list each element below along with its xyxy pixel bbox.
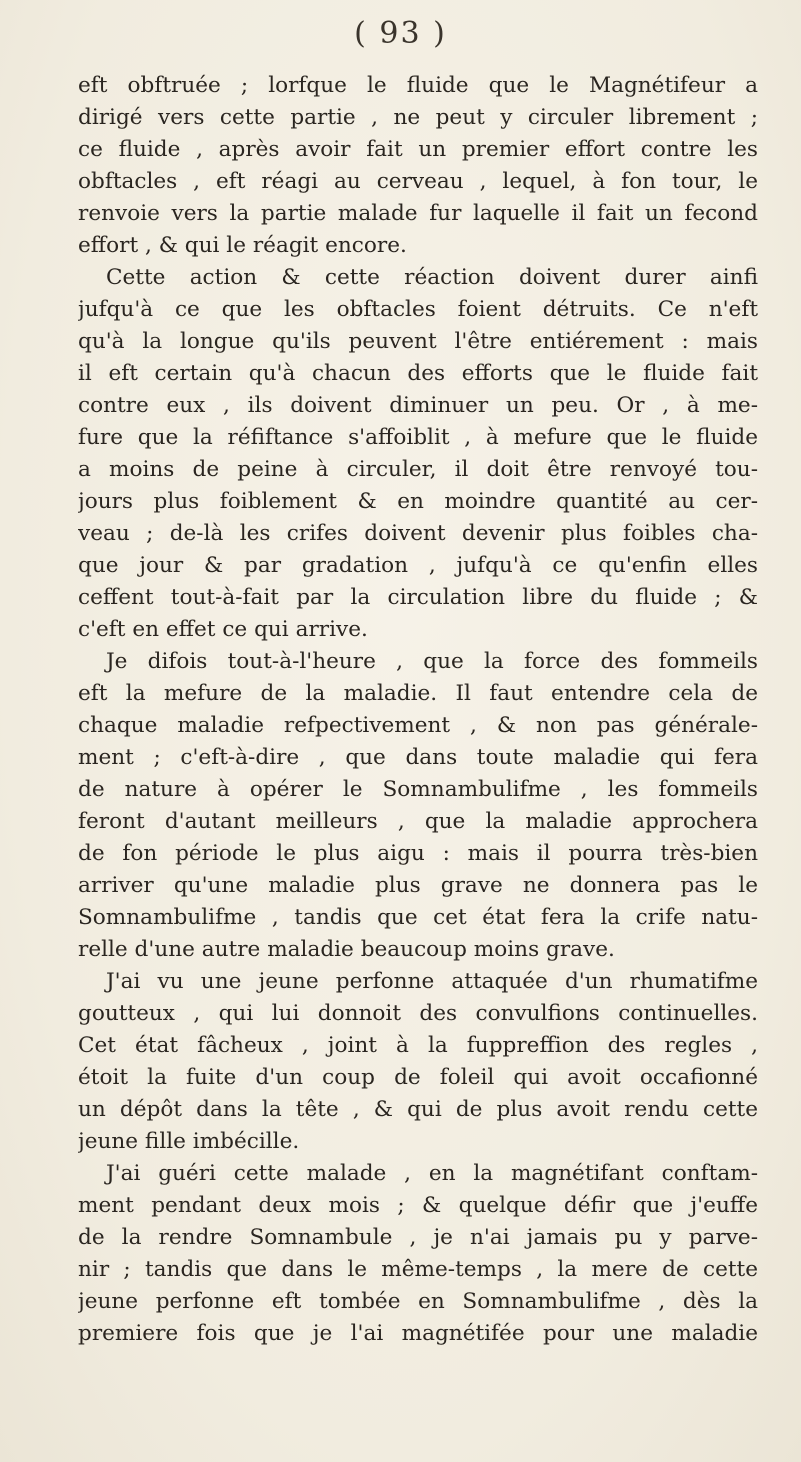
text-line: qu'à la longue qu'ils peuvent l'être entiérement : mais xyxy=(78,329,758,354)
text-line: relle d'une autre maladie beaucoup moins grave. xyxy=(78,937,615,962)
text-line: chaque maladie refpectivement , & non pas générale- xyxy=(78,713,758,738)
text-line: nir ; tandis que dans le même-temps , la mere de cette xyxy=(78,1257,758,1282)
text-line: premiere fois que je l'ai magnétifée pour une maladie xyxy=(78,1321,758,1346)
text-line: ce fluide , après avoir fait un premier effort contre les xyxy=(78,137,758,162)
page-number-header: ( 93 ) xyxy=(354,16,447,51)
text-line: obftacles , eft réagi au cerveau , lequel, à fon tour, le xyxy=(78,169,758,194)
text-line: goutteux , qui lui donnoit des convulfions continuelles. xyxy=(78,1001,758,1026)
text-line: étoit la fuite d'un coup de foleil qui avoit occafionné xyxy=(78,1065,758,1090)
text-line: effort , & qui le réagit encore. xyxy=(78,233,407,258)
text-line: un dépôt dans la tête , & qui de plus avoit rendu cette xyxy=(78,1097,758,1122)
text-line: feront d'autant meilleurs , que la maladie approchera xyxy=(78,809,758,834)
text-line: jufqu'à ce que les obftacles foient détruits. Ce n'eft xyxy=(78,297,758,322)
text-line: eft obftruée ; lorfque le fluide que le Magnétifeur a xyxy=(78,73,758,98)
body-text xyxy=(78,70,758,1350)
paragraph-start-line: Cette action & cette réaction doivent durer ainfi xyxy=(106,265,758,290)
text-line: il eft certain qu'à chacun des efforts que le fluide fait xyxy=(78,361,758,386)
text-line: Cet état fâcheux , joint à la fuppreffion des regles , xyxy=(78,1033,758,1058)
text-line: contre eux , ils doivent diminuer un peu. Or , à me- xyxy=(78,393,758,418)
text-line: que jour & par gradation , jufqu'à ce qu'enfin elles xyxy=(78,553,758,578)
text-line: c'eft en effet ce qui arrive. xyxy=(78,617,368,642)
text-line: jeune perfonne eft tombée en Somnambulifme , dès la xyxy=(78,1289,758,1314)
text-line: renvoie vers la partie malade fur laquelle il fait un fecond xyxy=(78,201,758,226)
paragraph-start-line: Je difois tout-à-l'heure , que la force des fommeils xyxy=(106,649,758,674)
text-line: jours plus foiblement & en moindre quantité au cer- xyxy=(78,489,758,514)
text-line: veau ; de-là les crifes doivent devenir plus foibles cha- xyxy=(78,521,758,546)
text-line: arriver qu'une maladie plus grave ne donnera pas le xyxy=(78,873,758,898)
text-line: jeune fille imbécille. xyxy=(78,1129,300,1154)
text-line: dirigé vers cette partie , ne peut y circuler librement ; xyxy=(78,105,758,130)
text-line: Somnambulifme , tandis que cet état fera la crife natu- xyxy=(78,905,758,930)
text-line: ment pendant deux mois ; & quelque défir que j'euffe xyxy=(78,1193,758,1218)
text-line: de la rendre Somnambule , je n'ai jamais pu y parve- xyxy=(78,1225,758,1250)
paragraph-start-line: J'ai guéri cette malade , en la magnétifant conftam- xyxy=(106,1161,758,1186)
text-line: fure que la réfiftance s'affoiblit , à mefure que le fluide xyxy=(78,425,758,450)
text-line: ment ; c'eft-à-dire , que dans toute maladie qui fera xyxy=(78,745,758,770)
text-line: a moins de peine à circuler, il doit être renvoyé tou- xyxy=(78,457,758,482)
text-line: ceffent tout-à-fait par la circulation libre du fluide ; & xyxy=(78,585,758,610)
text-line: de fon période le plus aigu : mais il pourra très-bien xyxy=(78,841,758,866)
text-line: de nature à opérer le Somnambulifme , les fommeils xyxy=(78,777,758,802)
paragraph-start-line: J'ai vu une jeune perfonne attaquée d'un rhumatifme xyxy=(106,969,758,994)
text-line: eft la mefure de la maladie. Il faut entendre cela de xyxy=(78,681,758,706)
